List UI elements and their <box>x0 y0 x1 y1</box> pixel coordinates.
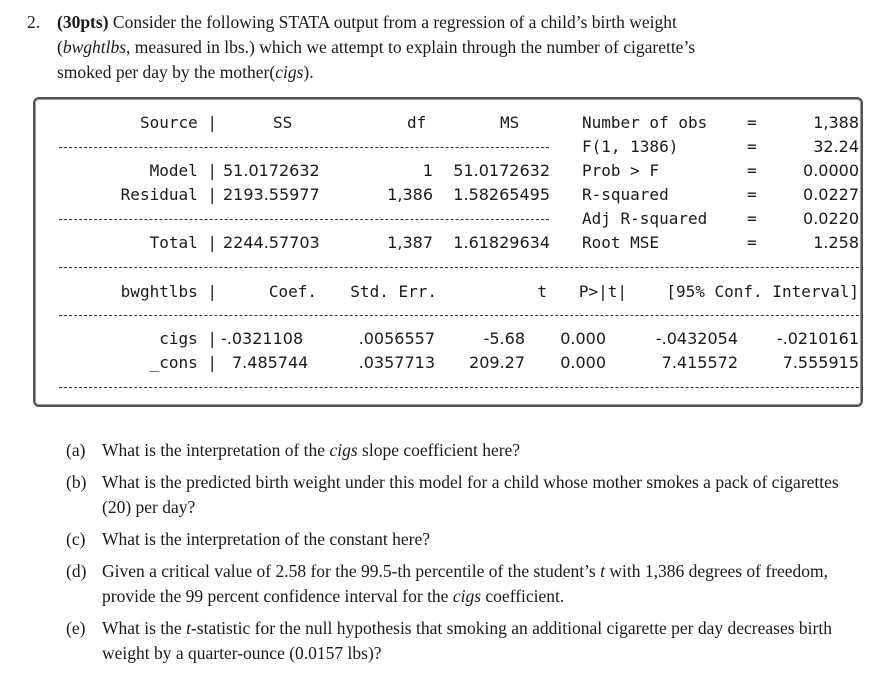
stata-output <box>33 97 863 407</box>
cell-df: 1,386 <box>387 185 433 204</box>
question-label: (d) <box>66 561 87 581</box>
stat-value: 1,388 <box>813 113 859 132</box>
header-ss: SS <box>273 113 293 132</box>
stat-eq: = <box>747 185 757 204</box>
stat-row <box>35 159 865 183</box>
problem-intro-1: Consider the following STATA output from a regression of a child’s birth weight <box>108 12 677 32</box>
row-label: Model | <box>149 161 217 180</box>
problem-number: 2. <box>27 12 41 32</box>
cell-ci-lo: -.0432054 <box>655 329 738 348</box>
stat-label: Number of obs <box>582 113 708 132</box>
stat-eq: = <box>747 161 757 180</box>
problem-line-1 <box>27 10 857 35</box>
header-df: df <box>407 113 427 132</box>
question-c <box>66 527 856 552</box>
question-text: with 1,386 degrees of freedom, provide the 99 percent confidence interval for the <box>102 561 829 606</box>
stat-eq: = <box>747 137 757 156</box>
cell-ss: 2244.57703 <box>223 233 320 252</box>
question-e <box>66 616 856 666</box>
cell-t: 209.27 <box>469 353 525 372</box>
question-text: -statistic for the null hypothesis that smoking an additional cigarette per day decreases birth weight by a quarter-ounce (0.0157 lbs)? <box>102 618 832 663</box>
question-text: slope coefficient here? <box>357 440 521 460</box>
problem-statement <box>27 10 857 85</box>
cell-se: .0357713 <box>358 353 435 372</box>
question-label: (a) <box>66 440 86 460</box>
problem-intro-2: , measured in lbs.) which we attempt to explain through the number of cigarette’s <box>126 37 696 57</box>
cell-p: 0.000 <box>560 329 606 348</box>
cell-ms: 1.58265495 <box>453 185 550 204</box>
cell-coef: 7.485744 <box>232 353 309 372</box>
stat-value: 1.258 <box>813 233 859 252</box>
stat-label: Prob > F <box>582 161 660 180</box>
var-cigs: cigs <box>452 586 482 606</box>
question-label: (b) <box>66 472 87 492</box>
stat-row <box>35 231 865 255</box>
stat-label: R-squared <box>582 185 669 204</box>
question-label: (e) <box>66 618 86 638</box>
row-var: _cons | <box>149 353 217 372</box>
stat-value: 32.24 <box>813 137 859 156</box>
header-p: P>|t| <box>578 282 627 301</box>
question-b <box>66 470 856 520</box>
coef-header-row <box>35 280 865 304</box>
problem-intro-4: ). <box>303 62 314 82</box>
cell-t: -5.68 <box>483 329 525 348</box>
stat-row <box>35 111 865 135</box>
row-label: Total | <box>149 233 217 252</box>
cell-p: 0.000 <box>560 353 606 372</box>
stat-row <box>35 135 865 159</box>
stat-value: 0.0000 <box>803 161 859 180</box>
question-label: (c) <box>66 529 86 549</box>
stat-value: 0.0227 <box>803 185 859 204</box>
var-cigs: cigs <box>275 62 304 82</box>
cell-ss: 2193.55977 <box>223 185 320 204</box>
stat-eq: = <box>747 209 757 228</box>
stat-label: Root MSE <box>582 233 660 252</box>
cell-df: 1,387 <box>387 233 433 252</box>
header-var: bwghtlbs | <box>120 282 217 301</box>
header-t: t <box>537 282 547 301</box>
header-ms: MS <box>500 113 520 132</box>
question-text: What is the interpretation of the constant here? <box>102 529 430 549</box>
divider <box>59 387 859 388</box>
header-coef: Coef. <box>268 282 317 301</box>
question-text: What is the interpretation of the <box>102 440 330 460</box>
coef-row <box>35 351 865 375</box>
question-text: Given a critical value of 2.58 for the 99.5-th percentile of the student’s <box>102 561 601 581</box>
var-t: t <box>186 618 191 638</box>
cell-se: .0056557 <box>358 329 435 348</box>
cell-ss: 51.0172632 <box>223 161 320 180</box>
question-a <box>66 438 856 463</box>
question-text: coefficient. <box>481 586 565 606</box>
cell-ms: 51.0172632 <box>453 161 550 180</box>
cell-coef: -.0321108 <box>221 329 304 348</box>
var-t: t <box>600 561 605 581</box>
coef-row <box>35 327 865 351</box>
stat-eq: = <box>747 113 757 132</box>
stat-eq: = <box>747 233 757 252</box>
question-d <box>66 559 856 609</box>
question-list <box>66 438 856 673</box>
question-text: What is the predicted birth weight under this model for a child whose mother smokes a pack of cigarettes (20) per day? <box>102 472 839 517</box>
header-source: Source | <box>139 113 217 132</box>
row-var: cigs | <box>159 329 217 348</box>
problem-line-2: (bwghtlbs, measured in lbs.) which we attempt to explain through the number of cigarette’s <box>57 37 696 57</box>
problem-line-3 <box>27 60 857 85</box>
row-label: Residual | <box>120 185 217 204</box>
problem-points: (30pts) <box>57 12 109 32</box>
var-cigs: cigs <box>329 440 358 460</box>
header-se: Std. Err. <box>350 282 437 301</box>
stat-row <box>35 207 865 231</box>
question-text: What is the <box>102 618 187 638</box>
cell-ci-hi: 7.555915 <box>782 353 859 372</box>
cell-df: 1 <box>422 161 433 180</box>
header-ci: [95% Conf. Interval] <box>666 282 859 301</box>
cell-ci-hi: -.0210161 <box>776 329 859 348</box>
stat-row <box>35 183 865 207</box>
var-bwghtlbs: bwghtlbs <box>62 37 127 57</box>
stat-label: F(1, 1386) <box>582 137 679 156</box>
stat-label: Adj R-squared <box>582 209 708 228</box>
divider <box>59 267 859 268</box>
divider <box>59 315 859 316</box>
problem-intro-3: smoked per day by the mother( <box>57 62 276 82</box>
stat-value: 0.0220 <box>803 209 859 228</box>
cell-ms: 1.61829634 <box>453 233 550 252</box>
cell-ci-lo: 7.415572 <box>661 353 738 372</box>
